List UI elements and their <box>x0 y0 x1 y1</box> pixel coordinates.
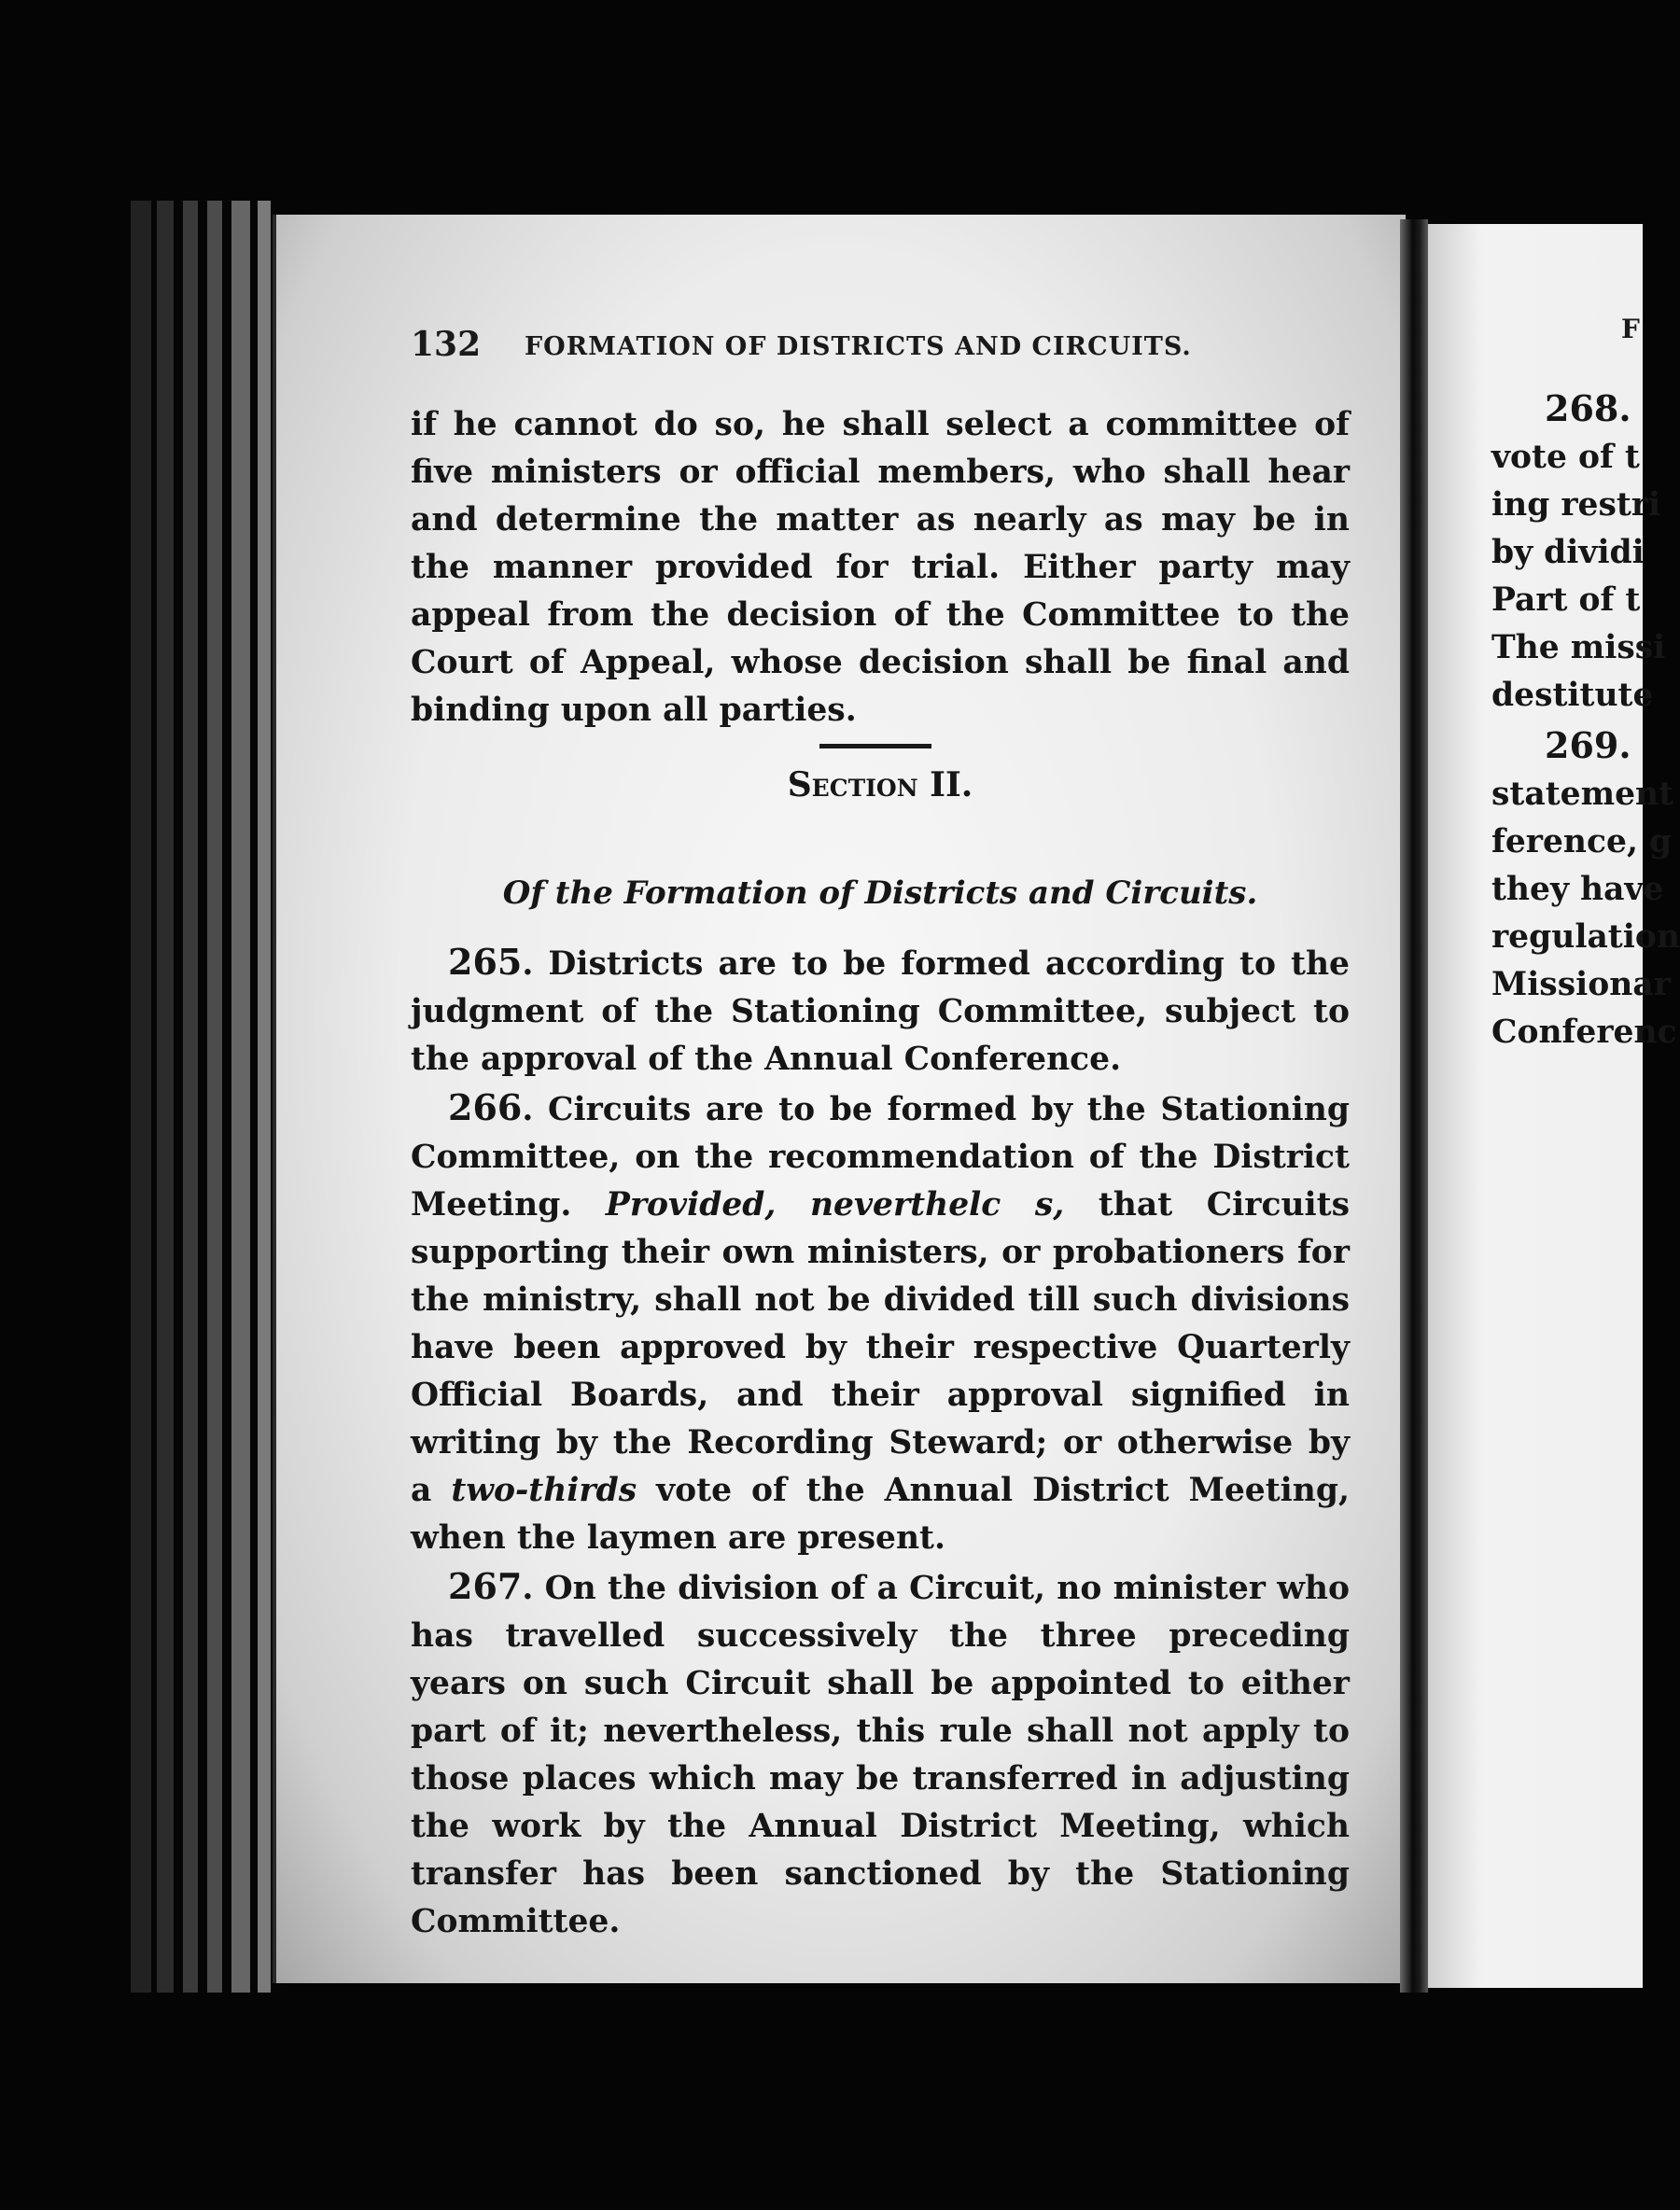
book-gutter <box>1400 219 1428 1993</box>
paragraph-266: 266. Circuits are to be formed by the Stationing Committee, on the recommendation of the District Meeting. Provided, neverthelc s, that Circuits supporting their own ministers, or probationers for the ministry, shall not be divided till such divisions have been approved by their respective Quarterly Official Boards, and their approval signified in writing by the Recording Steward; or otherwise by a two-thirds vote of the Annual District Meeting, when the laymen are present. <box>411 1086 1351 1557</box>
right-page-line: Missionar <box>1491 966 1671 1003</box>
paragraph-text: Circuits are to be formed by the Stationing Committee, on the recommendation of the District Meeting. <box>411 1091 1350 1224</box>
right-page-line: 268. <box>1545 387 1631 429</box>
right-page-line: Conferenc <box>1491 1014 1677 1051</box>
right-page-line: destitute <box>1491 677 1654 714</box>
running-title: FORMATION OF DISTRICTS AND CIRCUITS. <box>525 332 1192 361</box>
page-stack-edge <box>183 201 198 1993</box>
paragraph-267: 267. On the division of a Circuit, no minister who has travelled successively the three preceding years on such Circuit shall be appointed to either part of it; nevertheless, this rule shall not apply to those places which may be transferred in adjusting the work by the Annual District Meeting, which transfer has been sanctioned by the Stationing Committee. <box>411 1565 1350 1940</box>
right-page-line: ference, g <box>1491 823 1673 860</box>
paragraph-text: that Circuits supporting their own ministers, or probationers for the ministry, shall not be divided till such divisions have been approved by their respective Quarterly Official Boards, and their approval signified in writing by the Recording Steward; or otherwise by a <box>411 1186 1350 1509</box>
section-divider-rule <box>819 744 931 748</box>
page-stack-edge <box>131 201 151 1993</box>
right-page <box>1428 224 1680 1988</box>
page-number: 132 <box>411 325 482 364</box>
right-page-line: they have <box>1491 871 1664 908</box>
paragraph-265: 265. Districts are to be formed according to the judgment of the Stationing Committee, subject to the approval of the Annual Conference. <box>411 941 1350 1078</box>
page-stack-edge <box>258 201 271 1993</box>
right-page-line: 269. <box>1545 724 1631 766</box>
page-stack-edge <box>157 201 174 1993</box>
paragraph-number: 265 <box>448 941 523 983</box>
running-head <box>411 325 1232 370</box>
top-paragraph-text: if he cannot do so, he shall select a committee of five ministers or official members, who shall hear and determine the matter as nearly as may be in the manner provided for trial. Either party may appeal from the decision of the Committee to the Court of Appeal, whose decision shall be final and binding upon all parties. <box>411 406 1350 729</box>
paragraph-italic-text: two-thirds <box>451 1472 637 1509</box>
paragraph-number: 267 <box>448 1565 523 1607</box>
right-page-line: regulation <box>1491 918 1680 956</box>
right-page-line: statement <box>1491 776 1674 813</box>
right-page-running-head: F <box>1621 314 1640 344</box>
page-stack-edge <box>231 201 250 1993</box>
section-body <box>411 938 1350 1946</box>
section-heading: Section II. <box>787 765 973 804</box>
page-stack-edge <box>207 201 222 1993</box>
continued-paragraph <box>411 401 1350 734</box>
right-page-line: ing restri <box>1491 486 1661 524</box>
paragraph-text: On the division of a Circuit, no minister who has travelled successively the three preceding years on such Circuit shall be appointed to either part of it; nevertheless, this rule shall not apply to those places which may be transferred in adjusting the work by the Annual District Meeting, which transfer has been sanctioned by the Stationing Committee. <box>411 1570 1350 1940</box>
right-page-line: The missi <box>1491 629 1666 666</box>
right-page-line: by dividi <box>1491 534 1645 571</box>
right-page-line: vote of t <box>1491 439 1640 476</box>
right-page-line: Part of t <box>1491 581 1641 619</box>
paragraph-number: 266 <box>448 1086 523 1128</box>
paragraph-text: vote of the Annual District Meeting, when the laymen are present. <box>411 1472 1351 1557</box>
paragraph-text: Districts are to be formed according to the judgment of the Stationing Committee, subject to the approval of the Annual Conference. <box>411 945 1350 1078</box>
paragraph-italic-text: Provided, neverthelc s, <box>605 1186 1065 1224</box>
section-subtitle: Of the Formation of Districts and Circuits. <box>502 874 1258 912</box>
